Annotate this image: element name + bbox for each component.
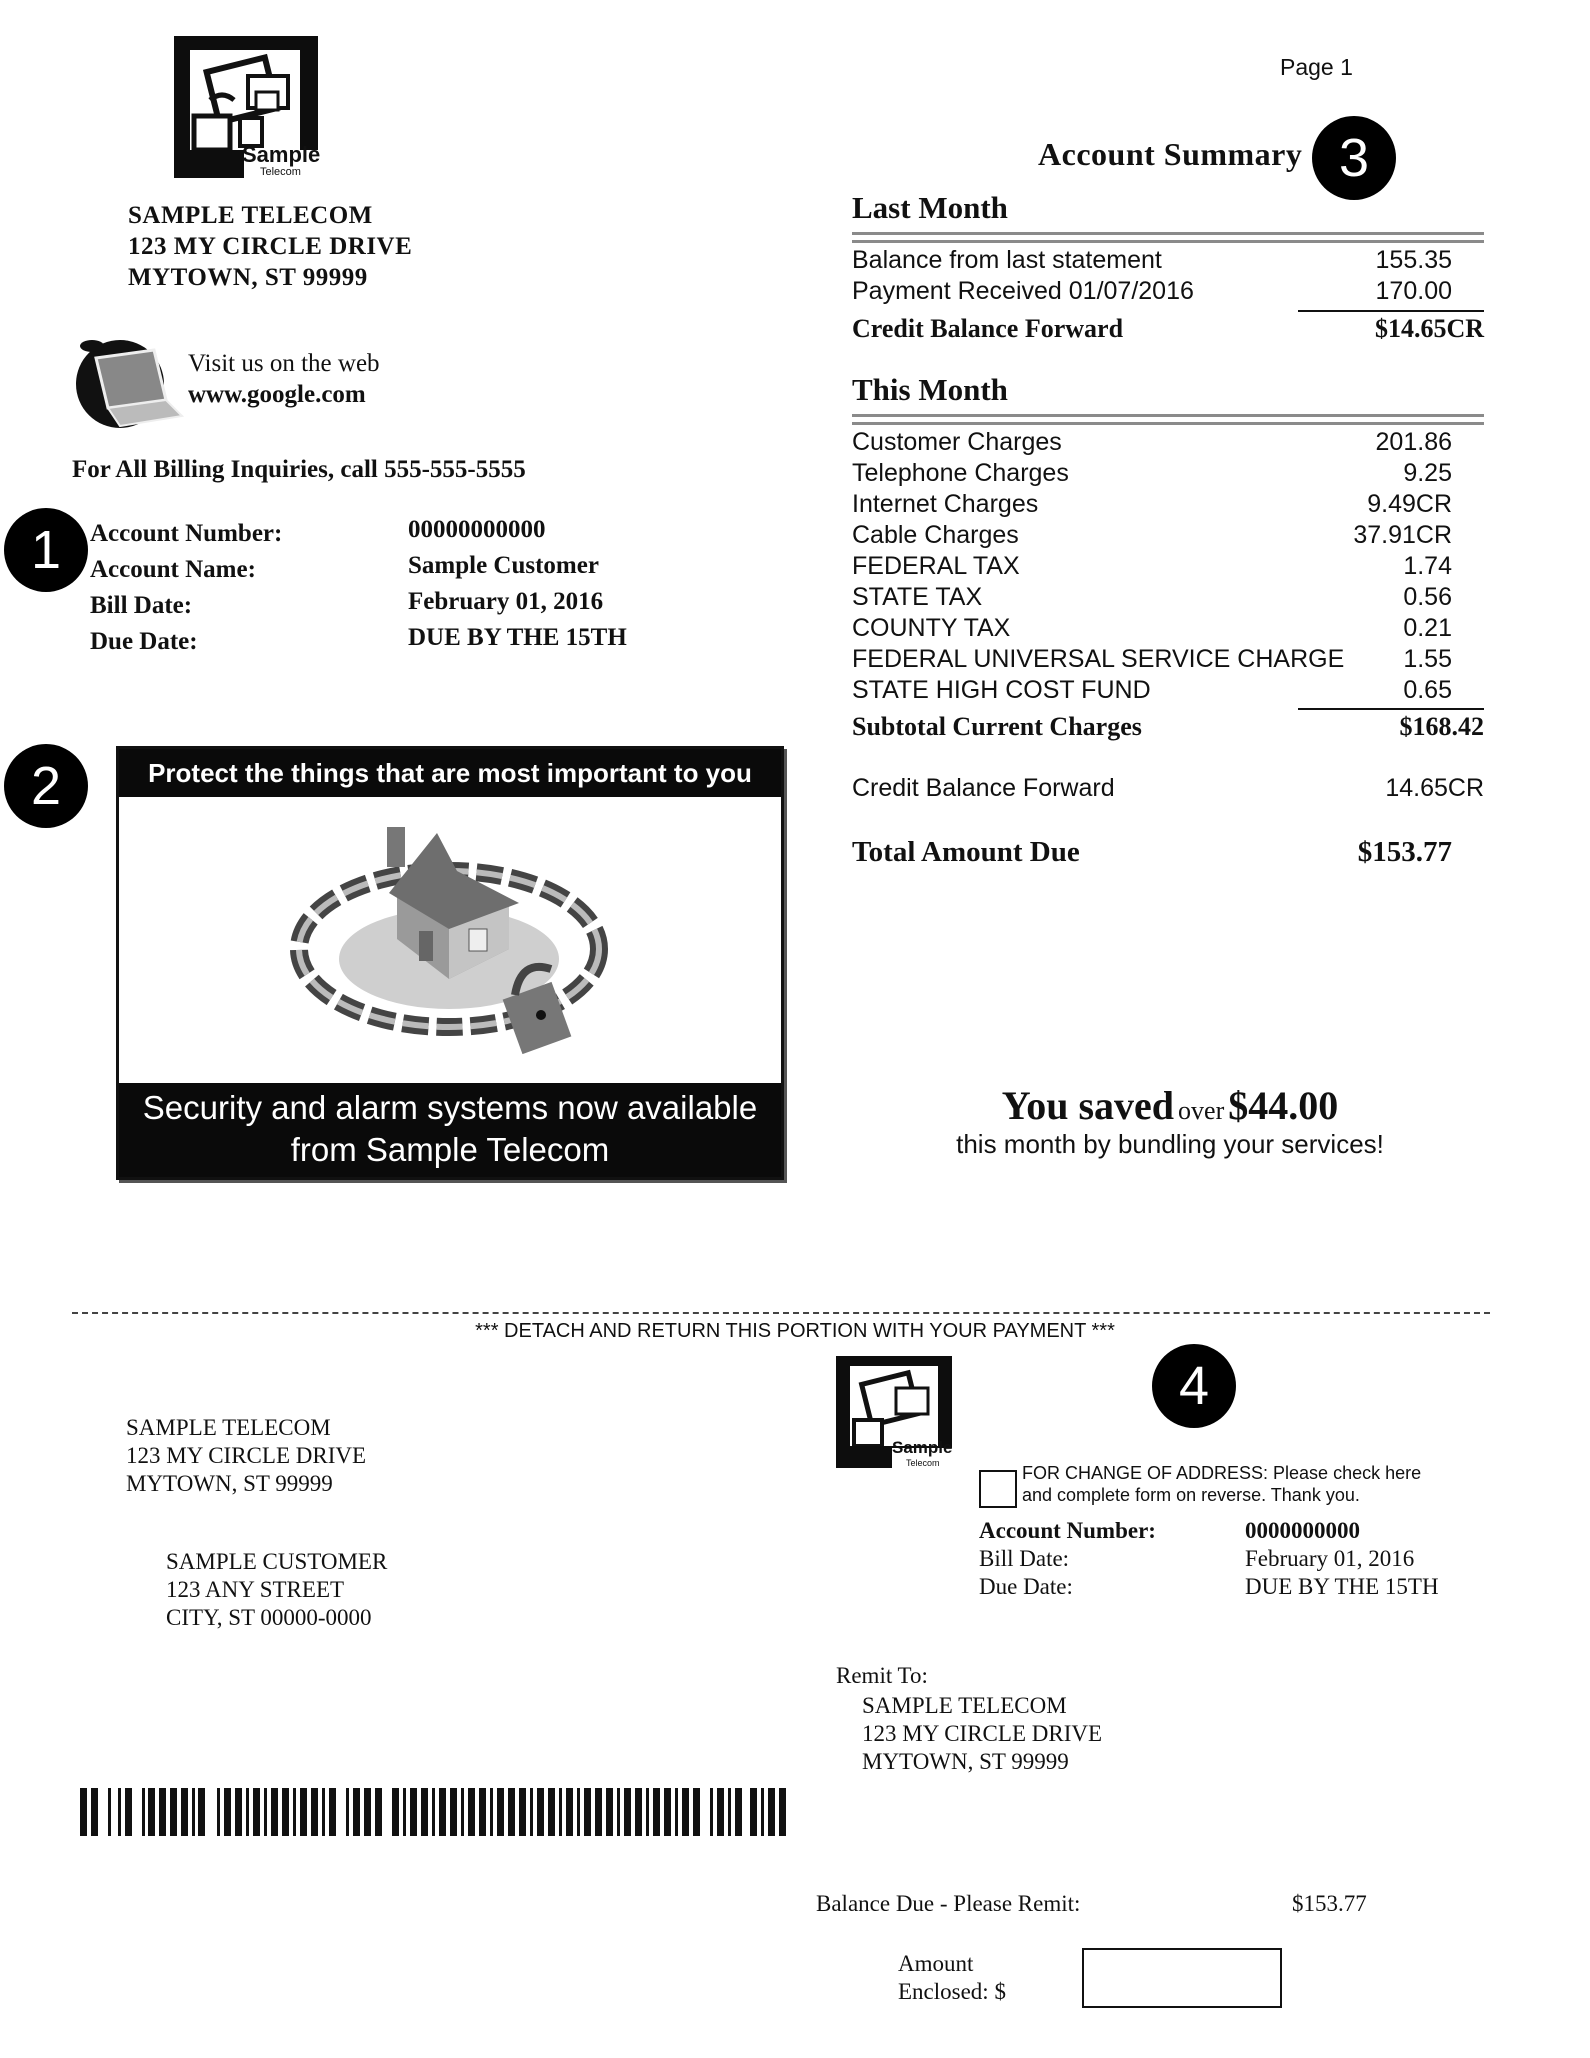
stub-company-logo (834, 1354, 954, 1472)
line-amount: 201.86 (1375, 428, 1452, 456)
line-desc: Cable Charges (852, 521, 1019, 549)
amount-enclosed-label (898, 1950, 1006, 2006)
account-number-value: 00000000000 (408, 516, 546, 543)
company-address (128, 200, 412, 293)
remit-to-address (862, 1692, 1102, 1776)
remit-to-label: Remit To: (836, 1663, 928, 1688)
account-number-label: Account Number: (90, 520, 283, 547)
line-desc: Subtotal Current Charges (852, 712, 1142, 741)
billing-inquiries: For All Billing Inquiries, call 555-555-5555 (72, 456, 526, 483)
line-amount: $153.77 (1357, 836, 1452, 868)
promo-footer (119, 1083, 781, 1177)
line-amount: $14.65CR (1374, 314, 1484, 343)
this-month-row (852, 428, 1484, 459)
remit-street: 123 MY CIRCLE DRIVE (862, 1721, 1103, 1746)
this-month-row (852, 552, 1484, 583)
line-desc: Telephone Charges (852, 459, 1069, 487)
stub-bill-date-label: Bill Date: (979, 1546, 1070, 1571)
credit-forward-row (852, 774, 1484, 805)
last-month-rule (852, 232, 1484, 235)
last-month-heading: Last Month (852, 190, 1008, 225)
line-desc: COUNTY TAX (852, 614, 1011, 642)
promo-line-1: Security and alarm systems now available (142, 1089, 758, 1126)
line-desc: Balance from last statement (852, 246, 1162, 274)
line-amount: $168.42 (1399, 712, 1484, 741)
line-amount: 9.25 (1403, 459, 1452, 487)
account-name-value: Sample Customer (408, 552, 599, 579)
line-desc: Credit Balance Forward (852, 774, 1115, 802)
stub-customer-name: SAMPLE CUSTOMER (166, 1549, 388, 1574)
stub-from-city: MYTOWN, ST 99999 (126, 1471, 333, 1496)
line-desc: STATE TAX (852, 583, 983, 611)
laptop-icon (70, 336, 188, 435)
logo-brand-text: Sample (242, 142, 321, 167)
logo-brand-text: Sample (892, 1438, 953, 1457)
promo-banner[interactable] (116, 746, 784, 1180)
promo-headline: Protect the things that are most important to you (119, 749, 781, 797)
last-month-row (852, 246, 1484, 277)
company-city: MYTOWN, ST 99999 (128, 264, 368, 291)
barcode (78, 1788, 794, 1841)
line-desc: FEDERAL UNIVERSAL SERVICE CHARGE (852, 645, 1345, 673)
summary-title: Account Summary (1038, 136, 1303, 172)
stub-bill-date-value: February 01, 2016 (1245, 1546, 1415, 1571)
last-month-total-rule (1298, 310, 1484, 312)
last-month-rule-2 (852, 240, 1484, 243)
line-amount: 14.65CR (1385, 774, 1484, 802)
change-address-line-2: and complete form on reverse. Thank you. (1022, 1485, 1360, 1505)
savings-over: over (1178, 1096, 1225, 1125)
stub-account-info (979, 1518, 1459, 1608)
due-date-label: Due Date: (90, 628, 198, 655)
amount-enclosed-input[interactable] (1082, 1948, 1282, 2008)
last-month-row (852, 277, 1484, 308)
this-month-row (852, 676, 1484, 707)
line-amount: 1.55 (1403, 645, 1452, 673)
amount-enclosed-line-2: Enclosed: $ (898, 1979, 1006, 2004)
stub-account-number-label: Account Number: (979, 1518, 1156, 1543)
savings-callout (900, 1082, 1440, 1160)
badge-4: 4 (1152, 1344, 1236, 1428)
badge-2: 2 (4, 744, 88, 828)
change-address-text (1022, 1462, 1421, 1506)
web-info (188, 348, 380, 410)
line-amount: 0.65 (1403, 676, 1452, 704)
line-amount: 155.35 (1375, 246, 1452, 274)
subtotal-rule (1298, 708, 1484, 710)
detach-instructions: *** DETACH AND RETURN THIS PORTION WITH YOUR PAYMENT *** (475, 1320, 1115, 1342)
change-address-line-1: FOR CHANGE OF ADDRESS: Please check here (1022, 1463, 1422, 1483)
due-date-value: DUE BY THE 15TH (408, 624, 627, 651)
this-month-row (852, 490, 1484, 521)
remit-name: SAMPLE TELECOM (862, 1693, 1067, 1718)
line-desc: Internet Charges (852, 490, 1039, 518)
this-month-row (852, 614, 1484, 645)
line-amount: 0.56 (1403, 583, 1452, 611)
web-url-link[interactable]: www.google.com (188, 381, 366, 408)
savings-amount: $44.00 (1228, 1083, 1339, 1128)
savings-subtext: this month by bundling your services! (956, 1129, 1384, 1159)
stub-account-number-value: 0000000000 (1245, 1518, 1360, 1543)
stub-due-date-label: Due Date: (979, 1574, 1073, 1599)
stub-customer-street: 123 ANY STREET (166, 1577, 345, 1602)
line-amount: 1.74 (1403, 552, 1452, 580)
line-amount: 0.21 (1403, 614, 1452, 642)
stub-from-street: 123 MY CIRCLE DRIVE (126, 1443, 367, 1468)
subtotal-row (852, 712, 1484, 743)
detach-line (72, 1312, 1490, 1314)
account-info (90, 516, 650, 670)
bill-date-value: February 01, 2016 (408, 588, 604, 615)
line-desc: Customer Charges (852, 428, 1062, 456)
logo-sub-text: Telecom (906, 1458, 940, 1468)
line-desc: Credit Balance Forward (852, 314, 1124, 343)
logo-sub-text: Telecom (260, 166, 301, 178)
account-name-label: Account Name: (90, 556, 256, 583)
this-month-rule (852, 414, 1484, 417)
line-desc: STATE HIGH COST FUND (852, 676, 1151, 704)
change-address-checkbox[interactable] (979, 1470, 1017, 1508)
line-amount: 9.49CR (1367, 490, 1452, 518)
company-street: 123 MY CIRCLE DRIVE (128, 233, 413, 260)
this-month-row (852, 583, 1484, 614)
stub-customer-address (166, 1548, 387, 1632)
stub-due-date-value: DUE BY THE 15TH (1245, 1574, 1439, 1599)
badge-1: 1 (4, 508, 88, 592)
page-number: Page 1 (1280, 54, 1353, 80)
line-amount: 170.00 (1375, 277, 1452, 305)
badge-3: 3 (1312, 116, 1396, 200)
stub-customer-city: CITY, ST 00000-0000 (166, 1605, 372, 1630)
balance-due-amount: $153.77 (1292, 1891, 1367, 1916)
this-month-rule-2 (852, 422, 1484, 425)
promo-line-2: from Sample Telecom (290, 1131, 610, 1168)
remit-city: MYTOWN, ST 99999 (862, 1749, 1069, 1774)
company-logo (170, 34, 322, 182)
amount-enclosed-line-1: Amount (898, 1951, 974, 1976)
line-amount: 37.91CR (1353, 521, 1452, 549)
this-month-row (852, 645, 1484, 676)
this-month-row (852, 459, 1484, 490)
house-chain-icon (279, 819, 619, 1074)
credit-balance-forward-row (852, 314, 1484, 345)
line-desc: FEDERAL TAX (852, 552, 1020, 580)
balance-due-label: Balance Due - Please Remit: (816, 1891, 1081, 1916)
line-desc: Total Amount Due (852, 836, 1080, 868)
stub-from-name: SAMPLE TELECOM (126, 1415, 331, 1440)
stub-from-address (126, 1414, 366, 1498)
bill-date-label: Bill Date: (90, 592, 193, 619)
this-month-heading: This Month (852, 372, 1008, 407)
total-due-row (852, 836, 1484, 867)
web-visit-text: Visit us on the web (188, 350, 380, 377)
this-month-row (852, 521, 1484, 552)
line-desc: Payment Received 01/07/2016 (852, 277, 1194, 305)
savings-you-saved: You saved (1001, 1083, 1175, 1128)
company-name: SAMPLE TELECOM (128, 202, 373, 229)
